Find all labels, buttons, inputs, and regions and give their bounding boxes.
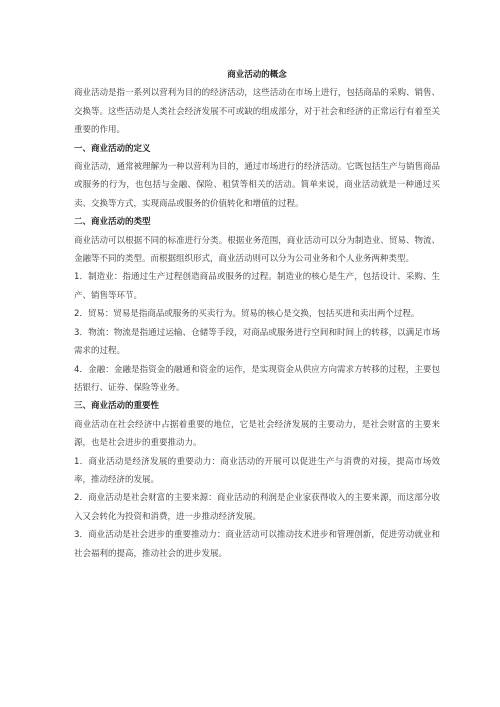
- section-heading-definition: 一、商业活动的定义: [74, 143, 151, 154]
- intro-paragraph: 商业活动是指一系列以营利为目的的经济活动，这些活动在市场上进行，包括商品的采购、销售、交换等。这些活动是人类社会经济发展不可或缺的组成部分，对于社会和经济的正常运行有着至关重要的作用。: [74, 88, 440, 136]
- types-item-manufacturing: 1．制造业：指通过生产过程创造商品或服务的过程。制造业的核心是生产，包括设计、采购、生产、销售等环节。: [74, 272, 440, 301]
- importance-item-economic-driver: 1．商业活动是经济发展的重要动力：商业活动的开展可以促进生产与消费的对接，提高市场效率，推动经济的发展。: [74, 456, 440, 485]
- section-heading-importance: 三、商业活动的重要性: [74, 401, 160, 412]
- document-title: 商业活动的概念: [227, 70, 287, 80]
- importance-item-social-progress: 3．商业活动是社会进步的重要推动力：商业活动可以推动技术进步和管理创新，促进劳动就业和社会福利的提高，推动社会的进步发展。: [74, 530, 440, 559]
- types-item-finance: 4．金融：金融是指资金的融通和资金的运作，是实现资金从供应方向需求方转移的过程，主要包括银行、证券、保险等业务。: [74, 364, 440, 393]
- definition-paragraph: 商业活动，通常被理解为一种以营利为目的，通过市场进行的经济活动。它既包括生产与销售商品或服务的行为，也包括与金融、保险、租赁等相关的活动。简单来说，商业活动就是一种通过买卖、交换等方式，实现商品或服务的价值转化和增值的过程。: [74, 162, 440, 209]
- document-body: [74, 66, 440, 563]
- section-heading-types: 二、商业活动的类型: [74, 217, 151, 228]
- types-item-trade: 2．贸易：贸易是指商品或服务的买卖行为。贸易的核心是交换，包括买进和卖出两个过程。: [74, 309, 420, 320]
- types-intro-paragraph: 商业活动可以根据不同的标准进行分类。根据业务范围，商业活动可以分为制造业、贸易、物流、金融等不同的类型。而根据组织形式，商业活动则可以分为公司业务和个人业务两种类型。: [74, 235, 440, 265]
- importance-item-wealth-source: 2．商业活动是社会财富的主要来源：商业活动的利润是企业家获得收入的主要来源，而这部分收入又会转化为投资和消费，进一步推动经济发展。: [74, 493, 440, 522]
- importance-intro-paragraph: 商业活动在社会经济中占据着重要的地位，它是社会经济发展的主要动力，是社会财富的主要来源，也是社会进步的重要推动力。: [74, 419, 440, 449]
- types-item-logistics: 3．物流：物流是指通过运输、仓储等手段，对商品或服务进行空间和时间上的转移，以满足市场需求的过程。: [74, 327, 440, 357]
